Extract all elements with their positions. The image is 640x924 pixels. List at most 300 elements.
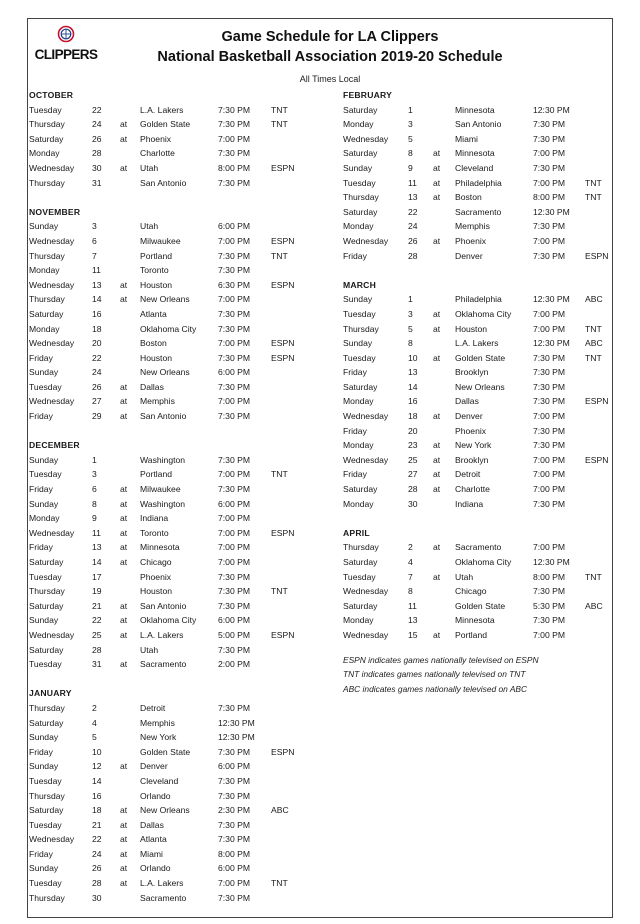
- game-tv: ABC: [271, 805, 289, 816]
- game-day: Friday: [29, 848, 53, 859]
- game-location-at: at: [120, 659, 128, 670]
- game-date: 3: [92, 221, 97, 232]
- game-day: Wednesday: [29, 396, 75, 407]
- game-time: 5:00 PM: [218, 629, 251, 640]
- game-day: Monday: [29, 148, 60, 159]
- game-opponent: Utah: [140, 162, 159, 173]
- game-row: [343, 249, 611, 264]
- game-tv: ESPN: [585, 396, 609, 407]
- game-date: 1: [408, 104, 413, 115]
- game-date: 29: [92, 411, 102, 422]
- game-date: 22: [408, 206, 418, 217]
- game-day: Friday: [343, 425, 367, 436]
- game-time: 7:30 PM: [533, 381, 566, 392]
- right-months: [343, 88, 611, 643]
- game-row: [343, 409, 611, 424]
- game-row: [343, 380, 611, 395]
- title-line-1: Game Schedule for LA Clippers: [221, 29, 439, 45]
- game-time: 6:00 PM: [218, 367, 251, 378]
- game-day: Monday: [29, 323, 60, 334]
- game-date: 5: [92, 732, 97, 743]
- game-day: Tuesday: [29, 469, 62, 480]
- game-time: 12:30 PM: [533, 206, 570, 217]
- game-date: 9: [92, 513, 97, 524]
- game-day: Thursday: [29, 294, 65, 305]
- game-time: 12:30 PM: [218, 717, 255, 728]
- game-day: Thursday: [29, 177, 65, 188]
- game-tv: ESPN: [271, 235, 295, 246]
- game-time: 8:00 PM: [218, 162, 251, 173]
- game-day: Wednesday: [343, 133, 389, 144]
- clippers-logo-icon: [33, 25, 99, 65]
- game-row: [343, 146, 611, 161]
- game-row: [343, 482, 611, 497]
- game-date: 24: [92, 119, 102, 130]
- game-day: Saturday: [343, 206, 378, 217]
- game-row: [29, 176, 329, 191]
- game-opponent: Charlotte: [140, 148, 175, 159]
- game-time: 7:00 PM: [533, 148, 566, 159]
- game-time: 7:00 PM: [533, 542, 566, 553]
- game-location-at: at: [433, 192, 441, 203]
- game-date: 1: [92, 454, 97, 465]
- game-tv: ABC: [585, 338, 603, 349]
- game-date: 26: [408, 235, 418, 246]
- game-day: Friday: [343, 469, 367, 480]
- game-date: 28: [92, 148, 102, 159]
- game-time: 7:30 PM: [218, 892, 251, 903]
- month-heading: FEBRUARY: [343, 90, 393, 100]
- game-location-at: at: [120, 498, 128, 509]
- game-location-at: at: [433, 411, 441, 422]
- game-tv: TNT: [585, 192, 602, 203]
- game-date: 13: [92, 542, 102, 553]
- game-day: Tuesday: [29, 104, 62, 115]
- game-opponent: Toronto: [140, 527, 169, 538]
- month-spacer: [29, 424, 329, 439]
- game-day: Saturday: [29, 805, 64, 816]
- game-opponent: Golden State: [455, 600, 506, 611]
- game-tv: ESPN: [271, 352, 295, 363]
- game-date: 8: [408, 586, 413, 597]
- game-row: [343, 205, 611, 220]
- game-time: 7:30 PM: [218, 702, 251, 713]
- game-date: 14: [92, 557, 102, 567]
- game-opponent: Portland: [140, 250, 173, 261]
- game-row: [343, 555, 611, 570]
- game-time: 6:00 PM: [218, 221, 251, 232]
- game-time: 7:00 PM: [533, 469, 566, 480]
- game-opponent: Denver: [455, 250, 483, 261]
- game-location-at: at: [120, 396, 128, 407]
- game-date: 13: [92, 279, 102, 290]
- game-time: 12:30 PM: [533, 104, 570, 115]
- game-day: Friday: [29, 542, 53, 553]
- game-time: 7:30 PM: [533, 615, 566, 626]
- game-day: Saturday: [29, 133, 64, 144]
- game-location-at: at: [433, 469, 441, 480]
- game-location-at: at: [433, 454, 441, 465]
- game-date: 26: [92, 863, 102, 874]
- game-tv: ABC: [585, 600, 603, 611]
- game-time: 7:00 PM: [218, 133, 251, 144]
- game-opponent: Portland: [140, 469, 173, 480]
- game-time: 12:30 PM: [533, 294, 570, 305]
- game-date: 11: [92, 527, 101, 538]
- game-opponent: Memphis: [140, 717, 175, 728]
- game-day: Friday: [29, 746, 53, 757]
- month-heading: APRIL: [343, 527, 370, 538]
- game-location-at: at: [120, 761, 128, 772]
- game-date: 18: [92, 323, 102, 334]
- game-time: 7:30 PM: [218, 600, 251, 611]
- game-time: 7:30 PM: [218, 454, 251, 465]
- game-date: 28: [408, 484, 418, 495]
- game-time: 12:30 PM: [533, 338, 570, 349]
- game-row: [343, 176, 611, 191]
- game-time: 7:00 PM: [218, 235, 251, 246]
- game-day: Tuesday: [29, 878, 62, 889]
- game-opponent: San Antonio: [455, 119, 502, 130]
- game-opponent: Utah: [140, 221, 159, 232]
- game-time: 6:00 PM: [218, 761, 251, 772]
- game-time: 7:30 PM: [533, 367, 566, 378]
- game-row: [29, 467, 329, 482]
- game-opponent: Dallas: [140, 819, 164, 830]
- game-date: 28: [408, 250, 418, 261]
- game-location-at: at: [120, 557, 128, 567]
- broadcast-note: ESPN indicates games nationally televised on ESPN: [343, 654, 539, 665]
- game-location-at: at: [120, 162, 128, 173]
- schedule-column-right: [343, 88, 611, 696]
- game-location-at: at: [433, 177, 441, 188]
- game-time: 7:30 PM: [533, 586, 566, 597]
- game-time: 7:00 PM: [218, 396, 251, 407]
- game-day: Saturday: [343, 148, 378, 159]
- game-row: [343, 292, 611, 307]
- game-day: Sunday: [29, 498, 59, 509]
- game-opponent: L.A. Lakers: [140, 629, 184, 640]
- game-row: [343, 394, 611, 409]
- game-location-at: at: [433, 571, 441, 582]
- game-opponent: Golden State: [140, 746, 191, 757]
- game-opponent: San Antonio: [140, 600, 187, 611]
- game-location-at: at: [120, 527, 128, 538]
- game-row: [29, 234, 329, 249]
- game-opponent: Golden State: [455, 352, 506, 363]
- game-opponent: Philadelphia: [455, 177, 502, 188]
- game-day: Friday: [29, 484, 53, 495]
- game-day: Wednesday: [29, 235, 75, 246]
- game-opponent: Cleveland: [140, 775, 179, 786]
- game-time: 7:30 PM: [218, 177, 251, 188]
- game-tv: ESPN: [271, 162, 295, 173]
- game-day: Tuesday: [343, 571, 376, 582]
- game-date: 16: [92, 308, 102, 319]
- game-tv: TNT: [585, 352, 602, 363]
- game-time: 7:00 PM: [533, 629, 566, 640]
- game-time: 7:30 PM: [218, 644, 251, 655]
- game-opponent: Memphis: [455, 221, 490, 232]
- game-opponent: Boston: [455, 192, 482, 203]
- game-date: 24: [92, 848, 102, 859]
- game-time: 7:00 PM: [218, 878, 251, 889]
- game-opponent: Miami: [455, 133, 478, 144]
- game-location-at: at: [120, 294, 128, 305]
- svg-text:CLIPPERS: CLIPPERS: [34, 47, 98, 62]
- game-row: [29, 511, 329, 526]
- game-row: [29, 584, 329, 599]
- game-opponent: Chicago: [455, 586, 487, 597]
- game-row: [343, 234, 611, 249]
- game-row: [29, 292, 329, 307]
- game-date: 2: [408, 542, 413, 553]
- game-row: [343, 584, 611, 599]
- game-opponent: Oklahoma City: [455, 308, 512, 319]
- game-location-at: at: [120, 600, 128, 611]
- game-row: [29, 803, 329, 818]
- title-line-2: National Basketball Association 2019-20 Schedule: [157, 49, 503, 65]
- game-day: Saturday: [29, 717, 64, 728]
- game-date: 7: [92, 250, 97, 261]
- game-location-at: at: [120, 819, 128, 830]
- game-opponent: Milwaukee: [140, 484, 181, 495]
- game-opponent: Philadelphia: [455, 294, 502, 305]
- game-time: 7:30 PM: [218, 819, 251, 830]
- game-location-at: at: [433, 484, 441, 495]
- game-date: 8: [408, 148, 413, 159]
- game-opponent: Houston: [455, 323, 488, 334]
- game-date: 4: [92, 717, 97, 728]
- game-day: Monday: [343, 615, 374, 626]
- game-location-at: at: [433, 440, 441, 451]
- game-time: 7:00 PM: [218, 294, 251, 305]
- game-location-at: at: [120, 279, 128, 290]
- month-heading: MARCH: [343, 279, 376, 290]
- game-time: 7:30 PM: [218, 250, 251, 261]
- game-location-at: at: [120, 878, 128, 889]
- game-day: Wednesday: [29, 338, 75, 349]
- game-date: 20: [92, 338, 102, 349]
- month-section: [343, 526, 611, 643]
- game-location-at: at: [120, 542, 128, 553]
- game-row: [343, 103, 611, 118]
- game-time: 7:30 PM: [218, 104, 251, 115]
- game-day: Thursday: [29, 702, 65, 713]
- month-heading: NOVEMBER: [29, 206, 81, 217]
- game-row: [29, 263, 329, 278]
- game-opponent: Minnesota: [455, 148, 495, 159]
- game-opponent: Washington: [140, 498, 186, 509]
- game-day: Tuesday: [343, 352, 376, 363]
- game-day: Wednesday: [343, 454, 389, 465]
- month-heading: OCTOBER: [29, 90, 74, 100]
- game-location-at: at: [433, 352, 441, 363]
- game-row: [29, 759, 329, 774]
- game-date: 16: [408, 396, 418, 407]
- game-opponent: Houston: [140, 352, 173, 363]
- game-row: [343, 497, 611, 512]
- game-day: Tuesday: [29, 381, 62, 392]
- game-opponent: Detroit: [140, 702, 166, 713]
- game-row: [29, 380, 329, 395]
- game-row: [343, 540, 611, 555]
- game-row: [29, 701, 329, 716]
- game-location-at: at: [120, 513, 128, 524]
- game-time: 8:00 PM: [533, 192, 566, 203]
- game-time: 7:00 PM: [218, 542, 251, 553]
- game-row: [343, 190, 611, 205]
- game-time: 6:30 PM: [218, 279, 251, 290]
- game-row: [29, 146, 329, 161]
- game-opponent: Cleveland: [455, 162, 494, 173]
- game-opponent: New York: [455, 440, 492, 451]
- game-tv: ABC: [585, 294, 603, 305]
- game-day: Monday: [343, 221, 374, 232]
- game-row: [29, 730, 329, 745]
- game-time: 6:00 PM: [218, 498, 251, 509]
- month-spacer: [343, 511, 611, 526]
- game-date: 6: [92, 484, 97, 495]
- game-location-at: at: [120, 615, 128, 626]
- game-time: 7:30 PM: [218, 746, 251, 757]
- game-day: Thursday: [29, 119, 65, 130]
- game-opponent: Oklahoma City: [140, 323, 197, 334]
- game-tv: ESPN: [271, 629, 295, 640]
- game-date: 7: [408, 571, 413, 582]
- game-date: 1: [408, 294, 413, 305]
- game-time: 7:30 PM: [218, 484, 251, 495]
- game-day: Saturday: [343, 381, 378, 392]
- game-date: 3: [408, 308, 413, 319]
- game-time: 7:30 PM: [218, 323, 251, 334]
- game-row: [343, 613, 611, 628]
- game-day: Wednesday: [29, 279, 75, 290]
- game-day: Saturday: [29, 557, 64, 567]
- game-date: 11: [408, 177, 417, 188]
- game-row: [29, 789, 329, 804]
- game-row: [343, 132, 611, 147]
- game-opponent: Charlotte: [455, 484, 490, 495]
- game-opponent: Houston: [140, 279, 173, 290]
- game-day: Monday: [343, 440, 374, 451]
- game-opponent: Utah: [140, 644, 159, 655]
- game-location-at: at: [120, 119, 128, 130]
- game-opponent: Sacramento: [455, 542, 502, 553]
- game-time: 7:00 PM: [533, 308, 566, 319]
- game-day: Friday: [29, 411, 53, 422]
- game-location-at: at: [120, 411, 128, 422]
- game-day: Sunday: [343, 338, 373, 349]
- game-row: [29, 613, 329, 628]
- game-row: [29, 716, 329, 731]
- game-time: 7:30 PM: [218, 381, 251, 392]
- month-heading: JANUARY: [29, 688, 72, 699]
- game-date: 24: [408, 221, 418, 232]
- game-date: 27: [92, 396, 102, 407]
- game-opponent: San Antonio: [140, 411, 187, 422]
- game-date: 30: [92, 162, 102, 173]
- game-time: 7:30 PM: [533, 221, 566, 232]
- game-time: 7:00 PM: [218, 469, 251, 480]
- game-time: 7:30 PM: [533, 396, 566, 407]
- game-tv: ESPN: [585, 454, 609, 465]
- game-opponent: Milwaukee: [140, 235, 181, 246]
- game-row: [29, 832, 329, 847]
- game-tv: TNT: [585, 571, 602, 582]
- page-title: [120, 27, 540, 67]
- game-time: 7:30 PM: [533, 425, 566, 436]
- game-opponent: Utah: [455, 571, 474, 582]
- game-tv: ESPN: [271, 338, 295, 349]
- game-opponent: Sacramento: [455, 206, 502, 217]
- month-spacer: [343, 263, 611, 278]
- game-opponent: Brooklyn: [455, 367, 489, 378]
- game-day: Monday: [343, 396, 374, 407]
- game-date: 22: [92, 104, 102, 115]
- game-row: [343, 219, 611, 234]
- game-time: 7:30 PM: [218, 571, 251, 582]
- game-opponent: Phoenix: [140, 571, 172, 582]
- game-day: Saturday: [343, 600, 378, 611]
- game-row: [343, 117, 611, 132]
- game-time: 2:30 PM: [218, 805, 251, 816]
- game-day: Saturday: [29, 644, 64, 655]
- game-time: 7:30 PM: [533, 162, 566, 173]
- game-tv: TNT: [585, 177, 602, 188]
- game-day: Sunday: [29, 863, 59, 874]
- game-opponent: Brooklyn: [455, 454, 489, 465]
- game-tv: TNT: [271, 878, 288, 889]
- game-date: 23: [408, 440, 418, 451]
- game-row: [29, 847, 329, 862]
- game-tv: TNT: [271, 104, 288, 115]
- game-opponent: Sacramento: [140, 892, 187, 903]
- game-date: 31: [92, 659, 102, 670]
- game-date: 5: [408, 323, 413, 334]
- game-day: Sunday: [343, 162, 373, 173]
- game-time: 7:30 PM: [218, 790, 251, 801]
- game-date: 28: [92, 878, 102, 889]
- game-date: 18: [408, 411, 418, 422]
- game-time: 12:30 PM: [533, 557, 570, 567]
- game-opponent: Portland: [455, 629, 488, 640]
- game-row: [29, 657, 329, 672]
- game-opponent: Houston: [140, 586, 173, 597]
- game-day: Wednesday: [29, 162, 75, 173]
- month-spacer: [29, 672, 329, 687]
- game-day: Sunday: [29, 732, 59, 743]
- game-row: [343, 628, 611, 643]
- game-day: Tuesday: [29, 775, 62, 786]
- game-time: 7:30 PM: [218, 265, 251, 276]
- game-day: Wednesday: [343, 629, 389, 640]
- game-row: [29, 117, 329, 132]
- game-day: Thursday: [29, 790, 65, 801]
- game-location-at: at: [433, 629, 441, 640]
- game-day: Monday: [343, 498, 374, 509]
- game-opponent: L.A. Lakers: [140, 104, 184, 115]
- game-opponent: New York: [140, 732, 177, 743]
- game-opponent: Denver: [140, 761, 168, 772]
- game-opponent: Minnesota: [140, 542, 180, 553]
- game-row: [343, 467, 611, 482]
- game-date: 10: [92, 746, 102, 757]
- game-date: 11: [408, 600, 417, 611]
- game-time: 7:00 PM: [218, 338, 251, 349]
- game-date: 18: [92, 805, 102, 816]
- game-date: 26: [92, 381, 102, 392]
